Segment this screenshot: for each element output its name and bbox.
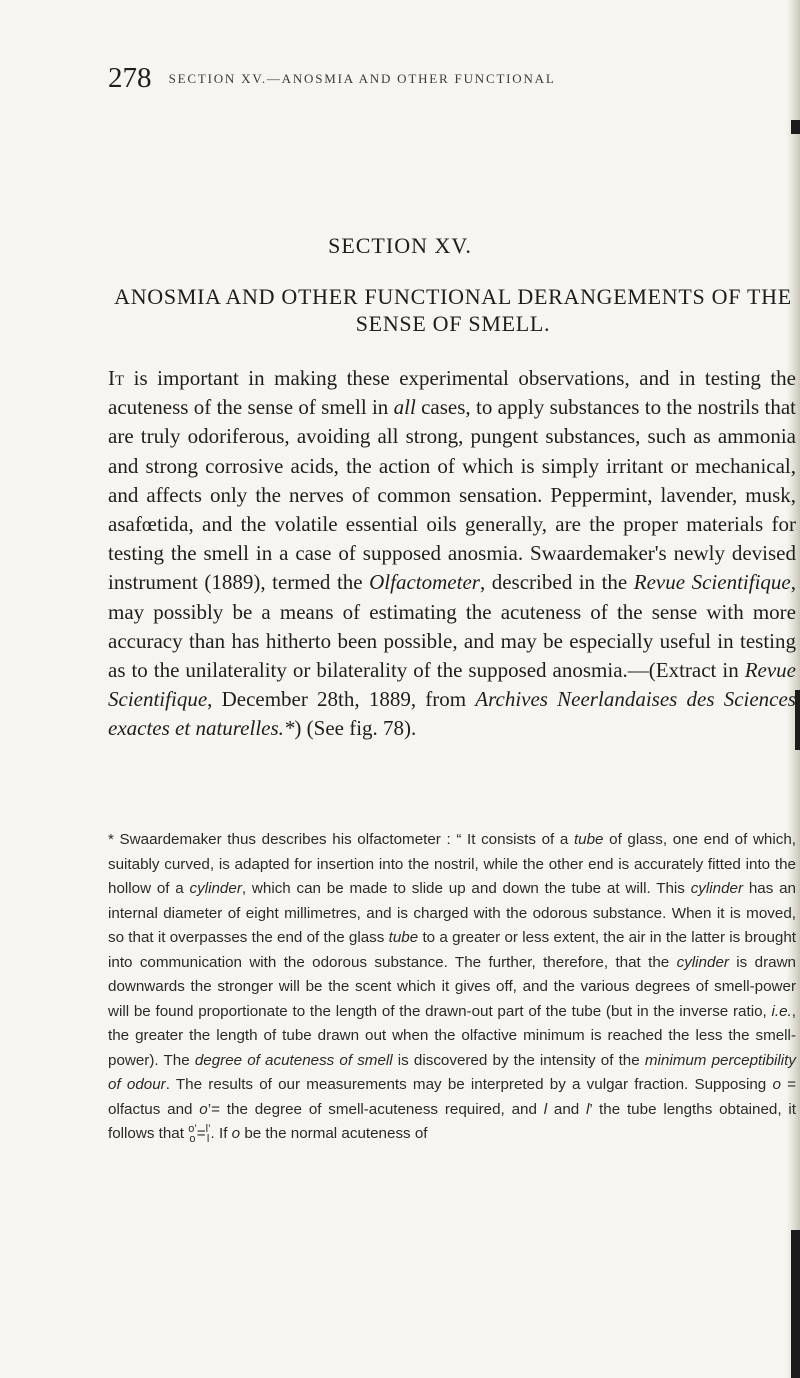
text-run: . If <box>210 1125 232 1142</box>
math-symbol: o <box>772 1076 781 1093</box>
text-run: of glass, one end of which, suitably curved, is adapted for insertion into the nostril, while the other end is accurately fitted into the hollow of a <box>108 831 796 897</box>
emphasis: tube <box>573 831 604 848</box>
text-run: , the greater the length of tube drawn out when the olfactive minimum is reached the less the smell-power). The <box>108 1002 796 1069</box>
lead-word: It <box>108 366 125 390</box>
text-run: ) (See fig. 78). <box>294 716 417 741</box>
math-symbol: l <box>543 1100 548 1118</box>
emphasis: minimum perceptibility of odour <box>108 1051 796 1093</box>
journal-title: Archives Neerlandaises des Sciences exactes et naturelles.* <box>108 687 796 741</box>
text-run: has an internal diameter of eight millimetres, and is charged with the odorous substance. When it is moved, so that it overpasses the end of the glass <box>108 880 796 946</box>
journal-title: Revue Scientifique <box>108 658 796 712</box>
chapter-title: ANOSMIA AND OTHER FUNCTIONAL DERANGEMENTS OF THE SENSE OF SMELL. <box>114 284 792 336</box>
running-title: SECTION XV.—ANOSMIA AND OTHER FUNCTIONAL <box>168 70 556 86</box>
text-run: . The results of our measurements may be interpreted by a vulgar fraction. Supposing <box>165 1076 773 1093</box>
math-symbol: o <box>231 1125 241 1142</box>
text-run: is discovered by the intensity of the <box>392 1051 645 1069</box>
text-run: ’ the tube lengths obtained, it follows that <box>108 1100 796 1142</box>
text-run: cases, to apply substances to the nostrils that are truly odoriferous, avoiding all strong, pungent substances, such as ammonia and strong corrosive acids, the action of which is simply irritant or mechanical, and affects only the nerves of common sensation. Peppermint, lavender, musk, asafœtida, and the volatile essential oils generally, are the proper materials for testing the smell in a case of supposed anosmia. Swaardemaker's newly devised instrument (1889), termed the <box>108 395 796 595</box>
journal-title: Revue Scientifique <box>633 570 791 595</box>
fraction-numerator: o’ <box>188 1122 197 1135</box>
emphasis: degree of acuteness of smell <box>194 1051 393 1069</box>
text-run: be the normal acuteness of <box>240 1125 428 1142</box>
emphasis: cylinder <box>676 953 729 971</box>
fraction <box>188 1124 197 1144</box>
section-heading: SECTION XV. <box>328 233 472 258</box>
fraction-denominator: l <box>206 1132 210 1145</box>
emphasis: cylinder <box>690 880 744 897</box>
footnote <box>108 828 796 1147</box>
math-symbol: l <box>586 1100 590 1118</box>
text-run: is important in making these experimental observations, and in testing the acuteness of the sense of smell in <box>108 366 796 420</box>
emphasis: tube <box>388 929 419 946</box>
text-run: , described in the <box>479 570 634 595</box>
text-run: to a greater or less extent, the air in the latter is brought into communication with the odorous substance. The further, therefore, that the <box>108 929 797 971</box>
text-run: ’= the degree of smell-acuteness required, and <box>207 1100 544 1118</box>
text-run: , December 28th, 1889, from <box>207 687 476 712</box>
text-run: = olfactus and <box>108 1076 797 1118</box>
fraction-denominator: o <box>189 1132 196 1145</box>
text-run: is drawn downwards the stronger will be the scent which it gives off, and the various degrees of smell-power will be found proportionate to the length of the drawn-out part of the tube (but in the inverse ratio, <box>108 953 796 1020</box>
equals-sign: = <box>196 1125 206 1142</box>
emphasis: Olfactometer <box>369 570 480 595</box>
fraction-numerator: l’ <box>205 1122 211 1135</box>
emphasis: all <box>393 395 416 420</box>
edge-ink-mark <box>791 1230 800 1378</box>
emphasis: i.e. <box>771 1002 792 1020</box>
body-paragraph <box>108 364 796 744</box>
math-symbol: o <box>199 1100 208 1118</box>
text-run: and <box>547 1100 587 1118</box>
emphasis: cylinder <box>189 880 242 897</box>
edge-ink-mark <box>791 120 800 134</box>
running-head <box>108 62 798 95</box>
text-run: , which can be made to slide up and down the tube at will. This <box>241 880 691 897</box>
page-number: 278 <box>108 62 152 94</box>
text-run: , may possibly be a means of estimating the acuteness of the sense with more accuracy than has hitherto been possible, and may be especially useful in testing as to the unilaterality or bilaterality of the supposed anosmia.—(Extract in <box>108 570 796 683</box>
text-run: * Swaardemaker thus describes his olfactometer : “ It consists of a <box>108 831 574 848</box>
